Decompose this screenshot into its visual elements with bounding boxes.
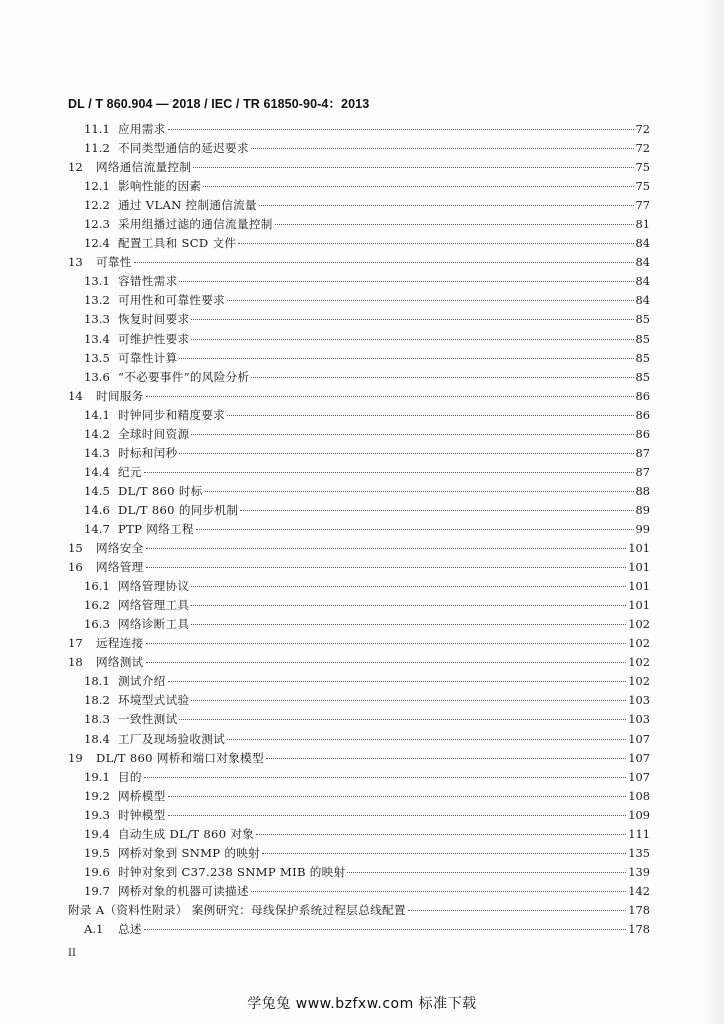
toc-entry-title: 网络诊断工具: [118, 617, 190, 632]
toc-entry-title: PTP 网络工程: [118, 521, 194, 536]
toc-entry-page: 86: [635, 407, 650, 422]
toc-entry[interactable]: [68, 730, 650, 749]
toc-entry-page: 178: [628, 921, 650, 936]
toc-entry-title: 可靠性计算: [118, 350, 178, 365]
toc-entry-number: 19.6: [84, 864, 110, 879]
toc-entry-title: 可维护性要求: [118, 331, 190, 346]
toc-entry-title: 网络管理工具: [118, 598, 190, 613]
toc-entry-number: 19: [68, 750, 83, 765]
toc-entry-title: 容错性需求: [118, 274, 178, 289]
toc-entry-number: 11.2: [84, 141, 110, 156]
toc-entry-number: 13.6: [84, 369, 110, 384]
toc-entry-number: 14.2: [84, 426, 110, 441]
dot-leader: [146, 567, 627, 568]
toc-entry-page: 85: [635, 350, 650, 365]
toc-entry-number: 14.3: [84, 445, 110, 460]
toc-entry-title: 网桥模型: [118, 788, 166, 803]
toc-entry-number: 11.1: [84, 122, 110, 136]
toc-entry-title: 测试介绍: [118, 674, 166, 689]
toc-entry-number: 13.5: [84, 350, 110, 365]
toc-entry-page: 84: [635, 255, 650, 270]
table-of-contents: [68, 120, 650, 939]
toc-entry-number: A.1: [84, 921, 104, 936]
toc-entry-page: 85: [635, 331, 650, 346]
toc-entry-number: 16.3: [84, 617, 110, 632]
toc-entry-number: 12: [68, 160, 83, 175]
dot-leader: [227, 300, 633, 301]
toc-entry-number: 12.3: [84, 217, 110, 232]
dot-leader: [196, 529, 634, 530]
toc-entry-page: 85: [635, 369, 650, 384]
toc-entry-title: 网络安全: [96, 541, 144, 556]
toc-entry-number: 13.3: [84, 312, 110, 327]
dot-leader: [146, 662, 627, 663]
toc-entry-title: 全球时间资源: [118, 426, 190, 441]
toc-entry-page: 108: [628, 788, 650, 803]
toc-entry-page: 85: [635, 312, 650, 327]
dot-leader: [408, 910, 626, 911]
toc-entry-page: 101: [628, 598, 650, 613]
toc-entry-title: 总述: [118, 921, 142, 936]
toc-entry-title: 工厂及现场验收测试: [118, 731, 226, 746]
toc-entry[interactable]: [68, 310, 650, 329]
dot-leader: [191, 700, 626, 701]
toc-entry[interactable]: [68, 501, 650, 520]
toc-entry[interactable]: [68, 539, 650, 558]
toc-entry-number: 18.4: [84, 731, 110, 746]
toc-entry-title: 恢复时间要求: [118, 312, 190, 327]
dot-leader: [347, 872, 626, 873]
toc-entry-number: 14.1: [84, 407, 110, 422]
dot-leader: [227, 415, 633, 416]
dot-leader: [144, 929, 626, 930]
toc-entry-number: 19.2: [84, 788, 110, 803]
toc-entry[interactable]: [68, 387, 650, 406]
toc-entry-title: 配置工具和 SCD 文件: [118, 236, 237, 251]
toc-entry-title: 采用组播过滤的通信流量控制: [118, 217, 273, 232]
toc-entry-title: 时钟同步和精度要求: [118, 407, 226, 422]
toc-entry-page: 86: [635, 426, 650, 441]
toc-entry[interactable]: [68, 787, 650, 806]
toc-entry-number: 13.1: [84, 274, 110, 289]
toc-entry[interactable]: [68, 444, 650, 463]
toc-entry-number: 19.4: [84, 826, 110, 841]
toc-entry-page: 135: [628, 845, 650, 860]
toc-entry[interactable]: [68, 653, 650, 672]
toc-entry-page: 75: [635, 179, 650, 194]
toc-entry[interactable]: [68, 768, 650, 787]
dot-leader: [179, 453, 633, 454]
toc-entry-page: 103: [628, 712, 650, 727]
toc-entry-number: 13.4: [84, 331, 110, 346]
toc-entry-title: 网络管理: [96, 560, 144, 575]
toc-entry-page: 111: [628, 826, 650, 841]
standard-header: DL / T 860.904 — 2018 / IEC / TR 61850-90-4：2013: [68, 97, 370, 111]
dot-leader: [191, 586, 626, 587]
toc-entry-number: 14.4: [84, 464, 110, 479]
toc-entry-page: 102: [628, 636, 650, 651]
toc-entry-number: 19.3: [84, 807, 110, 822]
dot-leader: [168, 815, 627, 816]
dot-leader: [251, 148, 634, 149]
toc-entry[interactable]: [68, 615, 650, 634]
toc-entry-title: 可用性和可靠性要求: [118, 293, 226, 308]
toc-entry-number: 18.3: [84, 712, 110, 727]
toc-entry[interactable]: [68, 558, 650, 577]
toc-entry-title: 附录 A（资料性附录） 案例研究：母线保护系统过程层总线配置: [68, 902, 406, 917]
toc-entry[interactable]: [68, 291, 650, 310]
dot-leader: [275, 224, 634, 225]
toc-entry-page: 77: [635, 198, 650, 213]
dot-leader: [227, 739, 626, 740]
dot-leader: [256, 834, 626, 835]
toc-entry-title: 网桥对象到 SNMP 的映射: [118, 845, 261, 860]
dot-leader: [238, 243, 633, 244]
toc-entry[interactable]: [68, 710, 650, 729]
toc-entry[interactable]: [68, 196, 650, 215]
toc-entry-title: 时钟对象到 C37.238 SNMP MIB 的映射: [118, 864, 346, 879]
toc-entry-page: 101: [628, 579, 650, 594]
toc-entry-page: 107: [628, 731, 650, 746]
toc-entry-number: 18.1: [84, 674, 110, 689]
toc-entry-number: 19.7: [84, 883, 110, 898]
toc-entry-title: 目的: [118, 769, 142, 784]
toc-entry-page: 86: [635, 388, 650, 403]
toc-entry-page: 81: [635, 217, 650, 232]
toc-entry[interactable]: [68, 139, 650, 158]
toc-entry[interactable]: [68, 672, 650, 691]
toc-entry-number: 18.2: [84, 693, 110, 708]
toc-entry-title: 不同类型通信的延迟要求: [118, 141, 249, 156]
toc-entry-number: 12.1: [84, 179, 110, 194]
toc-entry-page: 102: [628, 655, 650, 670]
toc-entry[interactable]: [68, 596, 650, 615]
toc-entry-page: 72: [635, 141, 650, 156]
toc-entry[interactable]: [68, 844, 650, 863]
toc-entry-title: 纪元: [118, 464, 142, 479]
toc-entry-number: 13: [68, 255, 83, 270]
dot-leader: [191, 605, 626, 606]
toc-entry[interactable]: [68, 634, 650, 653]
toc-entry-number: 16.1: [84, 579, 110, 594]
dot-leader: [191, 319, 633, 320]
dot-leader: [144, 777, 626, 778]
toc-entry-number: 17: [68, 636, 83, 651]
toc-entry-page: 99: [635, 521, 650, 536]
dot-leader: [168, 129, 634, 130]
toc-entry-page: 84: [635, 274, 650, 289]
toc-entry[interactable]: [68, 691, 650, 710]
toc-entry[interactable]: [68, 234, 650, 253]
toc-entry[interactable]: [68, 520, 650, 539]
dot-leader: [144, 472, 634, 473]
dot-leader: [240, 510, 633, 511]
dot-leader: [146, 548, 627, 549]
toc-entry[interactable]: [68, 463, 650, 482]
toc-entry-title: DL/T 860 时标: [118, 483, 203, 498]
toc-entry-page: 107: [628, 750, 650, 765]
dot-leader: [193, 167, 633, 168]
toc-entry-number: 12.2: [84, 198, 110, 213]
toc-entry-title: 环境型式试验: [118, 693, 190, 708]
toc-entry-page: 101: [628, 560, 650, 575]
dot-leader: [251, 891, 626, 892]
toc-entry-title: 一致性测试: [118, 712, 178, 727]
toc-entry-page: 75: [635, 160, 650, 175]
toc-entry-number: 12.4: [84, 236, 110, 251]
toc-entry[interactable]: [68, 749, 650, 768]
dot-leader: [251, 377, 633, 378]
toc-entry[interactable]: [68, 425, 650, 444]
toc-entry-title: “不必要事件”的风险分析: [118, 369, 250, 384]
toc-entry[interactable]: [68, 920, 650, 939]
toc-entry-page: 178: [628, 902, 650, 917]
toc-entry-number: 14.7: [84, 521, 110, 536]
toc-entry-page: 84: [635, 293, 650, 308]
toc-entry[interactable]: [68, 577, 650, 596]
toc-entry-title: 通过 VLAN 控制通信流量: [118, 198, 257, 213]
toc-entry-number: 13.2: [84, 293, 110, 308]
toc-entry-title: 可靠性: [96, 255, 132, 270]
toc-entry-title: 时间服务: [96, 388, 144, 403]
dot-leader: [259, 205, 634, 206]
toc-entry-title: 应用需求: [118, 122, 166, 136]
toc-entry-page: 89: [635, 502, 650, 517]
toc-entry[interactable]: [68, 806, 650, 825]
toc-entry-title: 网桥对象的机器可读描述: [118, 883, 249, 898]
toc-entry-page: 109: [628, 807, 650, 822]
dot-leader: [168, 681, 627, 682]
toc-entry[interactable]: [68, 272, 650, 291]
toc-entry[interactable]: [68, 158, 650, 177]
toc-entry-page: 87: [635, 464, 650, 479]
toc-entry-number: 15: [68, 541, 83, 556]
toc-entry-title: 网络管理协议: [118, 579, 190, 594]
toc-entry[interactable]: [68, 330, 650, 349]
dot-leader: [205, 491, 634, 492]
dot-leader: [191, 434, 633, 435]
watermark-text: 学兔兔 www.bzfxw.com 标准下载: [247, 996, 477, 1012]
dot-leader: [134, 262, 634, 263]
dot-leader: [203, 186, 633, 187]
toc-entry-number: 19.1: [84, 769, 110, 784]
toc-entry-number: 16.2: [84, 598, 110, 613]
toc-entry-page: 87: [635, 445, 650, 460]
toc-entry[interactable]: [68, 882, 650, 901]
toc-entry-number: 14: [68, 388, 83, 403]
toc-entry[interactable]: [68, 825, 650, 844]
toc-entry-page: 142: [628, 883, 650, 898]
toc-entry-page: 139: [628, 864, 650, 879]
toc-entry-page: 88: [635, 483, 650, 498]
toc-entry[interactable]: [68, 177, 650, 196]
toc-entry-number: 14.6: [84, 502, 110, 517]
toc-entry-number: 18: [68, 655, 83, 670]
toc-entry[interactable]: [68, 215, 650, 234]
toc-entry-title: 网络测试: [96, 655, 144, 670]
toc-entry-title: 时标和闰秒: [118, 445, 178, 460]
toc-entry-page: 102: [628, 674, 650, 689]
toc-entry[interactable]: [68, 406, 650, 425]
toc-entry[interactable]: [68, 253, 650, 272]
toc-entry[interactable]: [68, 901, 650, 920]
toc-entry-page: 103: [628, 693, 650, 708]
toc-entry-number: 19.5: [84, 845, 110, 860]
dot-leader: [179, 281, 633, 282]
toc-entry-page: 102: [628, 617, 650, 632]
dot-leader: [146, 643, 627, 644]
dot-leader: [146, 396, 634, 397]
toc-entry-title: DL/T 860 的同步机制: [118, 502, 239, 517]
toc-entry[interactable]: [68, 349, 650, 368]
dot-leader: [179, 719, 626, 720]
dot-leader: [179, 358, 633, 359]
toc-entry[interactable]: [68, 863, 650, 882]
dot-leader: [191, 624, 626, 625]
toc-entry[interactable]: [68, 368, 650, 387]
toc-entry-page: 107: [628, 769, 650, 784]
dot-leader: [191, 339, 633, 340]
toc-entry-title: 时钟模型: [118, 807, 166, 822]
page-number-roman: II: [68, 948, 76, 959]
toc-entry-page: 101: [628, 541, 650, 556]
dot-leader: [266, 758, 626, 759]
toc-entry-number: 16: [68, 560, 83, 575]
toc-entry-title: 网络通信流量控制: [96, 160, 192, 175]
toc-entry-number: 14.5: [84, 483, 110, 498]
toc-entry[interactable]: [68, 482, 650, 501]
toc-entry[interactable]: [68, 120, 650, 139]
toc-entry-title: DL/T 860 网桥和端口对象模型: [96, 750, 264, 765]
toc-entry-title: 远程连接: [96, 636, 144, 651]
toc-entry-title: 自动生成 DL/T 860 对象: [118, 826, 255, 841]
toc-entry-page: 84: [635, 236, 650, 251]
dot-leader: [262, 853, 626, 854]
toc-entry-title: 影响性能的因素: [118, 179, 202, 194]
dot-leader: [168, 796, 627, 797]
toc-entry-page: 72: [635, 122, 650, 136]
